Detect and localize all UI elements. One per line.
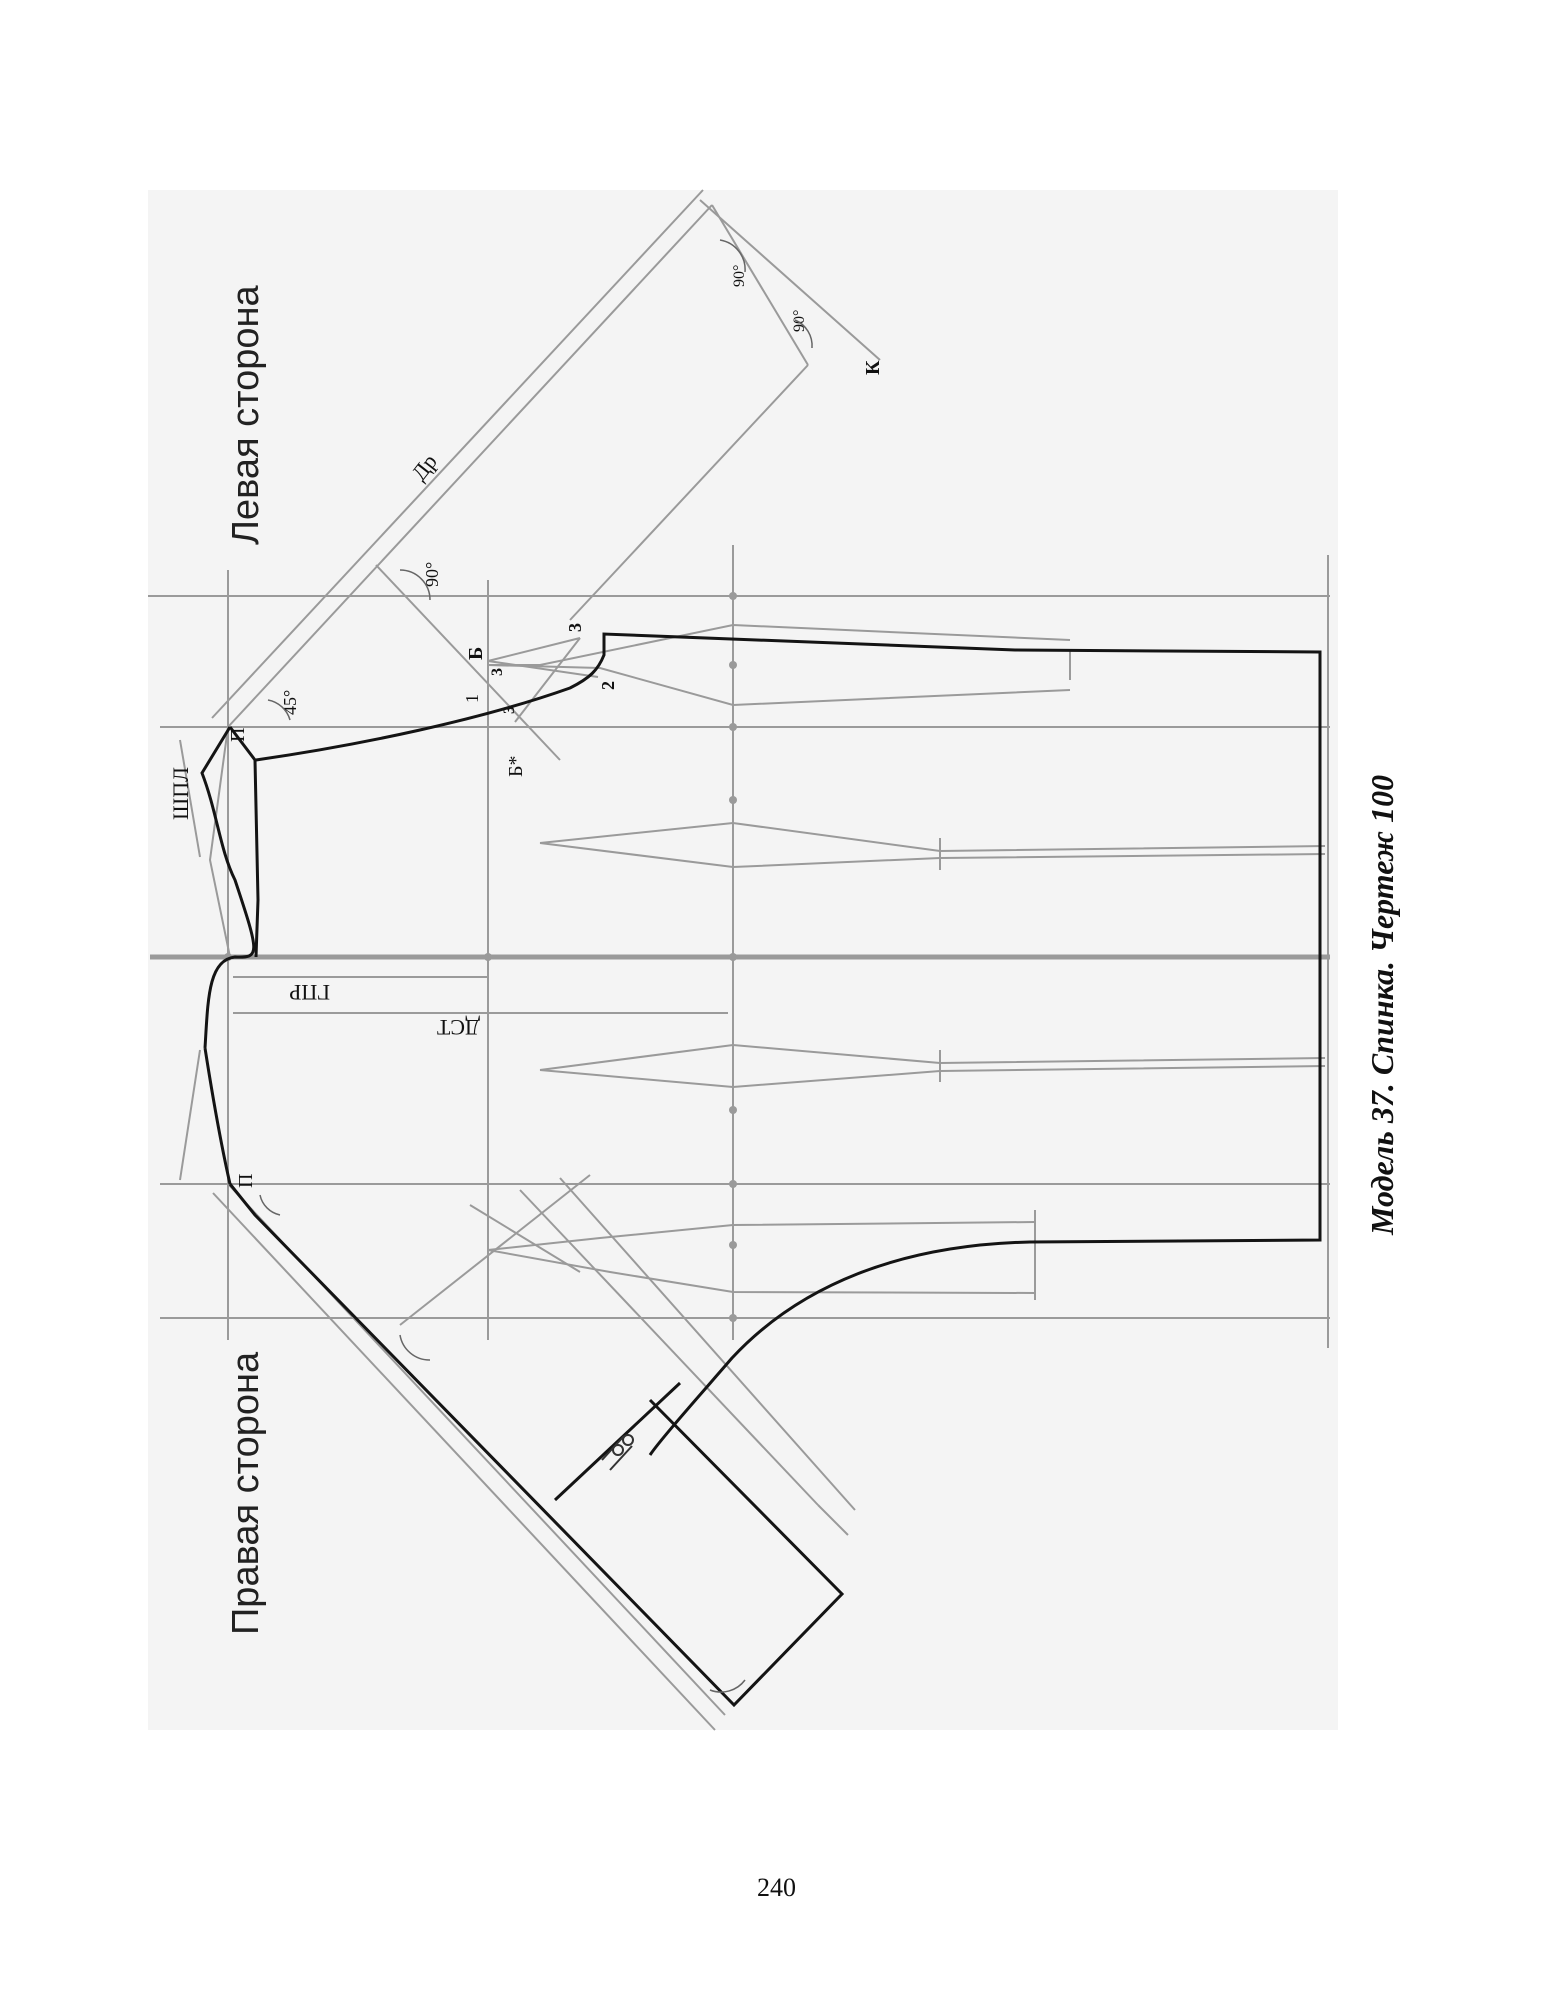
label-shpl: ШПЛ [168, 766, 193, 820]
label-angle-90-c: 90° [791, 309, 808, 332]
right-side-label: Правая сторона [225, 1351, 267, 1635]
label-dst: ДСТ [436, 1015, 480, 1040]
left-side-label: Левая сторона [225, 285, 267, 545]
label-angle-90-a: 90° [422, 561, 442, 587]
label-k: К [862, 360, 884, 375]
label-p-bottom: П [235, 1173, 257, 1188]
label-3c: 3 [501, 706, 518, 714]
label-angle-45: 45° [280, 689, 300, 715]
label-3a: 3 [565, 623, 585, 632]
label-p-top: П [227, 727, 249, 742]
drawing-caption: Модель 37. Спинка. Чертеж 100 [1364, 774, 1400, 1235]
label-1: 1 [462, 694, 482, 703]
label-3b: 3 [489, 668, 506, 676]
label-b: Б [465, 646, 487, 660]
label-dr: Др [406, 449, 442, 486]
label-2: 2 [598, 681, 618, 690]
page-number: 240 [757, 1873, 796, 1902]
label-angle-90-b: 90° [731, 264, 748, 287]
drawing-panel [148, 190, 1338, 1730]
label-gpr: ГПР [289, 980, 330, 1005]
label-b-star: Б* [505, 755, 527, 777]
